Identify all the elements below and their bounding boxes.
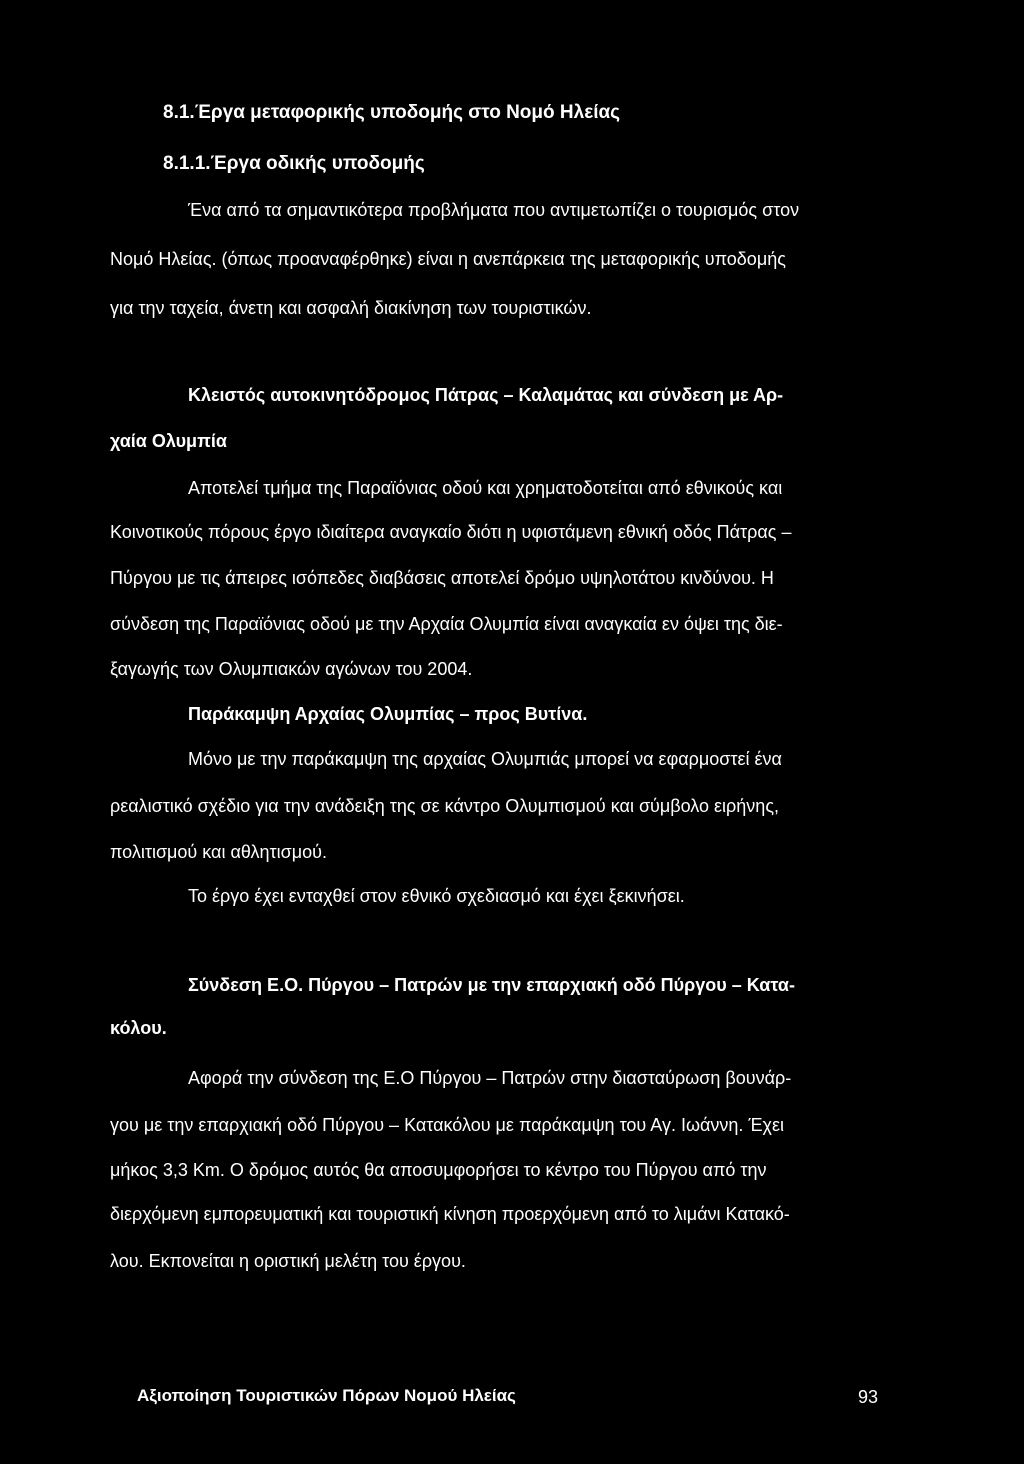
section-1-body-line-5: ξαγωγής των Ολυμπιακών αγώνων του 2004. — [110, 659, 473, 679]
section-2-title: Παράκαμψη Αρχαίας Ολυμπίας – προς Βυτίνα. — [188, 704, 588, 724]
page-number: 93 — [858, 1387, 879, 1407]
section-3-body-line-5: λου. Εκπονείται η οριστική μελέτη του έργου. — [110, 1251, 466, 1271]
chapter-heading: 8.1.Έργα μεταφορικής υποδομής στο Νομό Ηλείας — [163, 102, 621, 123]
section-3-title-line-2: κόλου. — [110, 1018, 167, 1038]
section-2-body-line-2: ρεαλιστικό σχέδιο για την ανάδειξη της σε κάντρο Ολυμπισμού και σύμβολο ειρήνης, — [110, 796, 779, 816]
section-1-title-line-1: Κλειστός αυτοκινητόδρομος Πάτρας – Καλαμάτας και σύνδεση με Αρ- — [188, 385, 784, 405]
footer-title: Αξιοποίηση Τουριστικών Πόρων Νομού Ηλείας — [137, 1386, 516, 1405]
section-1-body-line-4: σύνδεση της Παραϊόνιας οδού με την Αρχαία Ολυμπία είναι αναγκαία εν όψει της διε- — [110, 614, 783, 634]
section-3-body-line-1: Αφορά την σύνδεση της Ε.Ο Πύργου – Πατρών στην διασταύρωση βουνάρ- — [188, 1068, 792, 1088]
intro-line-1: Ένα από τα σημαντικότερα προβλήματα που αντιμετωπίζει ο τουρισμός στον — [188, 200, 800, 220]
section-3-body-line-3: μήκος 3,3 Km. Ο δρόμος αυτός θα αποσυμφορήσει το κέντρο του Πύργου από την — [110, 1160, 767, 1180]
intro-line-3: για την ταχεία, άνετη και ασφαλή διακίνηση των τουριστικών. — [110, 298, 592, 318]
section-2-note: Το έργο έχει ενταχθεί στον εθνικό σχεδιασμό και έχει ξεκινήσει. — [188, 886, 685, 906]
intro-line-2: Νομό Ηλείας. (όπως προαναφέρθηκε) είναι η ανεπάρκεια της μεταφορικής υποδομής — [110, 249, 786, 269]
section-1-title-line-2: χαία Ολυμπία — [110, 431, 227, 451]
section-2-body-line-1: Μόνο με την παράκαμψη της αρχαίας Ολυμπιάς μπορεί να εφαρμοστεί ένα — [188, 749, 782, 769]
section-1-body-line-2: Κοινοτικούς πόρους έργο ιδιαίτερα αναγκαίο διότι η υφιστάμενη εθνική οδός Πάτρας – — [110, 522, 792, 542]
section-1-body-line-3: Πύργου με τις άπειρες ισόπεδες διαβάσεις αποτελεί δρόμο υψηλοτάτου κινδύνου. Η — [110, 568, 774, 588]
section-3-body-line-2: γου με την επαρχιακή οδό Πύργου – Κατακόλου με παράκαμψη του Αγ. Ιωάννη. Έχει — [110, 1115, 785, 1135]
section-2-body-line-3: πολιτισμού και αθλητισμού. — [110, 842, 327, 862]
subchapter-heading: 8.1.1.Έργα οδικής υποδομής — [163, 153, 425, 174]
section-3-title-line-1: Σύνδεση Ε.Ο. Πύργου – Πατρών με την επαρχιακή οδό Πύργου – Κατα- — [188, 975, 795, 995]
section-3-body-line-4: διερχόμενη εμπορευματική και τουριστική κίνηση προερχόμενη από το λιμάνι Κατακό- — [110, 1204, 790, 1224]
section-1-body-line-1: Αποτελεί τμήμα της Παραϊόνιας οδού και χρηματοδοτείται από εθνικούς και — [188, 478, 783, 498]
